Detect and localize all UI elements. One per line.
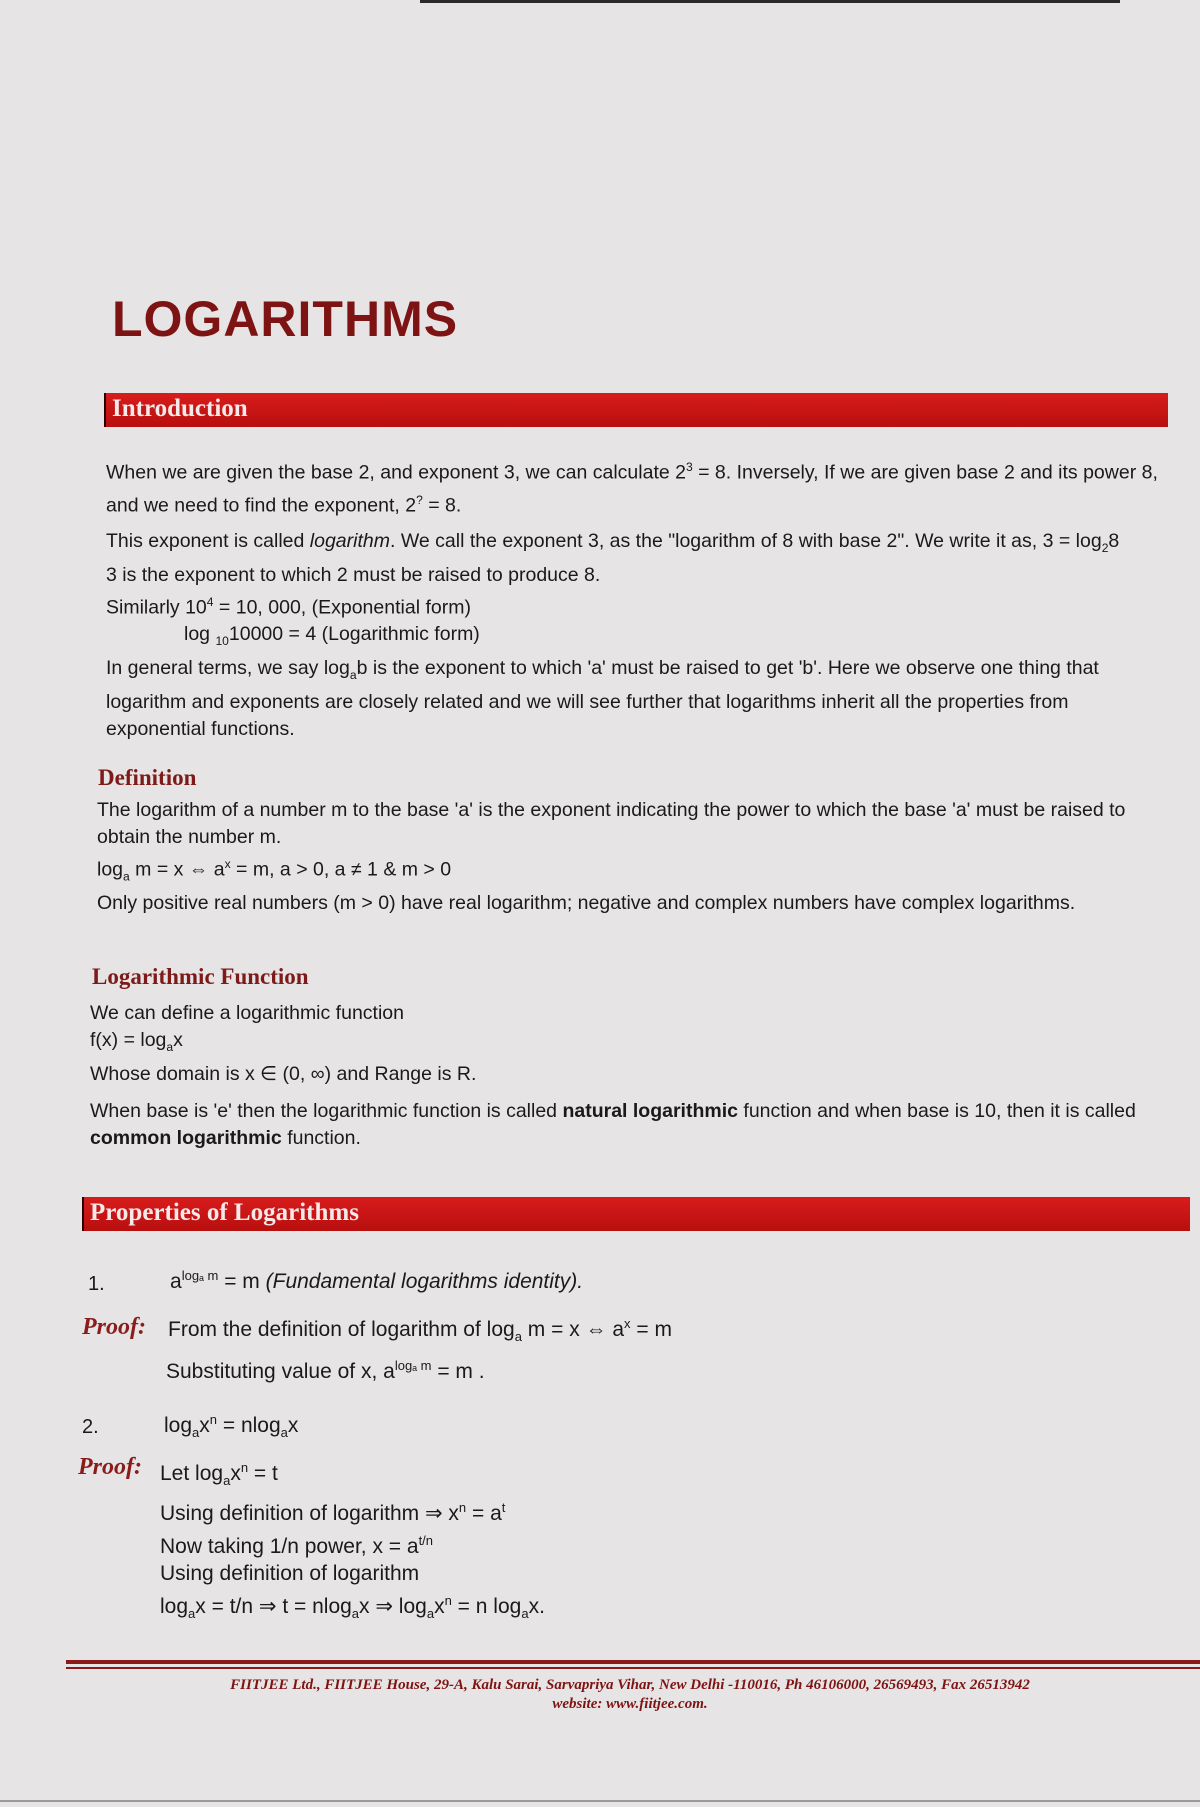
text: = m, a > 0, a ≠ 1 & m > 0: [230, 858, 452, 881]
log-function-line: [90, 1027, 1185, 1061]
subscript: a: [166, 1039, 174, 1054]
text: When we are given the base 2, and exponent 3, we can calculate 2: [106, 461, 686, 484]
text: From the definition of logarithm of log: [168, 1318, 515, 1341]
text: log: [184, 623, 216, 646]
text: log: [97, 858, 124, 881]
section-banner-properties: [82, 1197, 1190, 1231]
subscript: a: [351, 1606, 360, 1622]
text: Similarly 10: [106, 596, 207, 619]
proof-2-block: [160, 1454, 1060, 1627]
text: Let log: [160, 1462, 224, 1485]
bold-text: natural logarithmic: [562, 1099, 738, 1122]
text: x.: [528, 1595, 545, 1619]
intro-paragraph-3: [106, 655, 1166, 743]
text: 10000 = 4 (Logarithmic form): [228, 623, 480, 646]
subscript: a: [521, 1606, 529, 1622]
intro-line: 3 is the exponent to which 2 must be raised to produce 8.: [106, 563, 601, 586]
text: = 8.: [422, 494, 462, 516]
text: In general terms, we say log: [106, 657, 350, 680]
definition-text: The logarithm of a number m to the base 'a' is the exponent indicating the power to which the base 'a' must be raised to obtain the number m.: [97, 799, 1126, 848]
item-number: 1.: [88, 1273, 105, 1295]
text: = nlog: [217, 1414, 281, 1437]
proof-1-line-2: [166, 1358, 485, 1384]
text: Using definition of logarithm ⇒ x: [160, 1502, 459, 1526]
text: 8: [1108, 530, 1120, 552]
section-heading: Introduction: [112, 395, 248, 422]
text: f(x) = log: [90, 1029, 167, 1051]
text: Now taking 1/n power, x = a: [160, 1535, 419, 1559]
proof-1-line-1: [168, 1316, 672, 1344]
text: b is the exponent to which 'a' must be raised to get 'b'. Here we observe one thing that logarithm and exponents are closely related and we will see further that logarithms inherit all the properties from exponential functions.: [106, 657, 1099, 741]
subscript: a: [188, 1606, 196, 1622]
text: x: [434, 1595, 445, 1619]
text: m = x ⇔ a: [129, 858, 225, 881]
superscript: x: [224, 857, 231, 871]
emphasis: (Fundamental logarithms identity).: [265, 1270, 584, 1293]
footer-address: FIITJEE Ltd., FIITJEE House, 29-A, Kalu Sarai, Sarvapriya Vihar, New Delhi -110016, Ph 46106000, 26569493, Fax 26513942: [230, 1677, 1030, 1693]
log-function-block: [90, 1000, 1185, 1152]
page-title: LOGARITHMS: [112, 291, 459, 347]
text: x: [230, 1462, 241, 1485]
text: function.: [281, 1126, 361, 1149]
text: Substituting value of x, a: [166, 1360, 395, 1383]
intro-paragraph-1: [106, 454, 1166, 519]
subscript: a: [123, 869, 130, 884]
proof-2-line: Using definition of logarithm: [160, 1562, 420, 1586]
definition-formula: [97, 851, 1172, 890]
text: function and when base is 10, then it is called: [737, 1099, 1136, 1122]
superscript: t: [501, 1500, 506, 1516]
footer-rule: [66, 1660, 1200, 1664]
proof-2-line: [160, 1494, 1060, 1527]
section-heading: Properties of Logarithms: [90, 1199, 359, 1226]
text: x: [287, 1414, 299, 1437]
text: x: [199, 1414, 210, 1437]
text: log: [164, 1414, 193, 1437]
text: = n log: [451, 1595, 522, 1619]
definition-note: Only positive real numbers (m > 0) have real logarithm; negative and complex numbers have complex logarithms.: [97, 892, 1076, 915]
text: = a: [466, 1502, 502, 1526]
text: = m: [630, 1318, 672, 1341]
text: = t: [248, 1462, 278, 1485]
superscript: ?: [416, 492, 423, 507]
superscript: x: [624, 1316, 631, 1331]
superscript: n: [240, 1460, 249, 1475]
superscript: n: [209, 1412, 218, 1427]
subscript: a: [514, 1329, 522, 1345]
text: = 8. Inversely, If we are given base 2 and its power 8, and we need to find the exponent, 2: [106, 461, 1158, 516]
superscript: n: [444, 1593, 452, 1609]
subscript: 10: [215, 634, 229, 649]
log-function-line: We can define a logarithmic function: [90, 1002, 404, 1024]
proof-label: Proof:: [82, 1314, 146, 1340]
superscript: logₐ m: [394, 1358, 432, 1373]
text: m = x ⇔ a: [521, 1318, 625, 1341]
text: = m .: [431, 1360, 485, 1383]
subscript: a: [223, 1473, 231, 1489]
footer: [60, 1676, 1200, 1714]
text: log: [160, 1595, 189, 1619]
log-function-heading: Logarithmic Function: [92, 964, 309, 989]
subscript: a: [280, 1425, 288, 1441]
definition-heading: Definition: [98, 765, 197, 790]
text: x = t/n ⇒ t = nlog: [195, 1595, 352, 1619]
proof-2-line: [160, 1527, 1060, 1560]
subscript: a: [349, 668, 357, 683]
proof-label: Proof:: [78, 1454, 142, 1480]
property-2: [164, 1412, 298, 1440]
superscript: logₐ m: [181, 1268, 219, 1283]
subscript: 2: [1101, 540, 1109, 555]
proof-2-line: [160, 1454, 1060, 1494]
proof-2-line: [160, 1587, 1060, 1627]
text: x ⇒ log: [359, 1595, 427, 1619]
text: . We call the exponent 3, as the "logarithm of 8 with base 2". We write it as, 3 = log: [389, 530, 1102, 552]
subscript: a: [192, 1425, 200, 1441]
log-function-line: Whose domain is x ∈ (0, ∞) and Range is R.: [90, 1062, 477, 1085]
emphasis: logarithm: [309, 530, 390, 552]
footer-website: website: www.fiitjee.com.: [552, 1696, 708, 1712]
footer-rule: [66, 1667, 1200, 1669]
text: a: [170, 1270, 182, 1293]
text: x: [173, 1029, 183, 1051]
bold-text: common logarithmic: [90, 1126, 282, 1149]
section-banner-introduction: [104, 393, 1168, 427]
superscript: 4: [206, 594, 214, 609]
text: When base is 'e' then the logarithmic function is called: [90, 1099, 563, 1122]
bottom-rule: [0, 1800, 1200, 1802]
definition-block: [97, 797, 1172, 917]
intro-line: [106, 621, 1166, 655]
item-number: 2.: [82, 1416, 99, 1438]
top-rule: [420, 0, 1120, 3]
property-1: [170, 1268, 583, 1294]
superscript: t/n: [418, 1533, 434, 1549]
text: = m: [218, 1270, 266, 1293]
log-function-paragraph: [90, 1098, 1185, 1152]
text: = 10, 000, (Exponential form): [213, 596, 471, 619]
intro-paragraph-2: [106, 528, 1166, 743]
intro-line: [106, 589, 1166, 622]
subscript: a: [426, 1606, 435, 1622]
superscript: 3: [685, 460, 693, 474]
text: This exponent is called: [106, 530, 310, 552]
superscript: n: [458, 1500, 467, 1516]
